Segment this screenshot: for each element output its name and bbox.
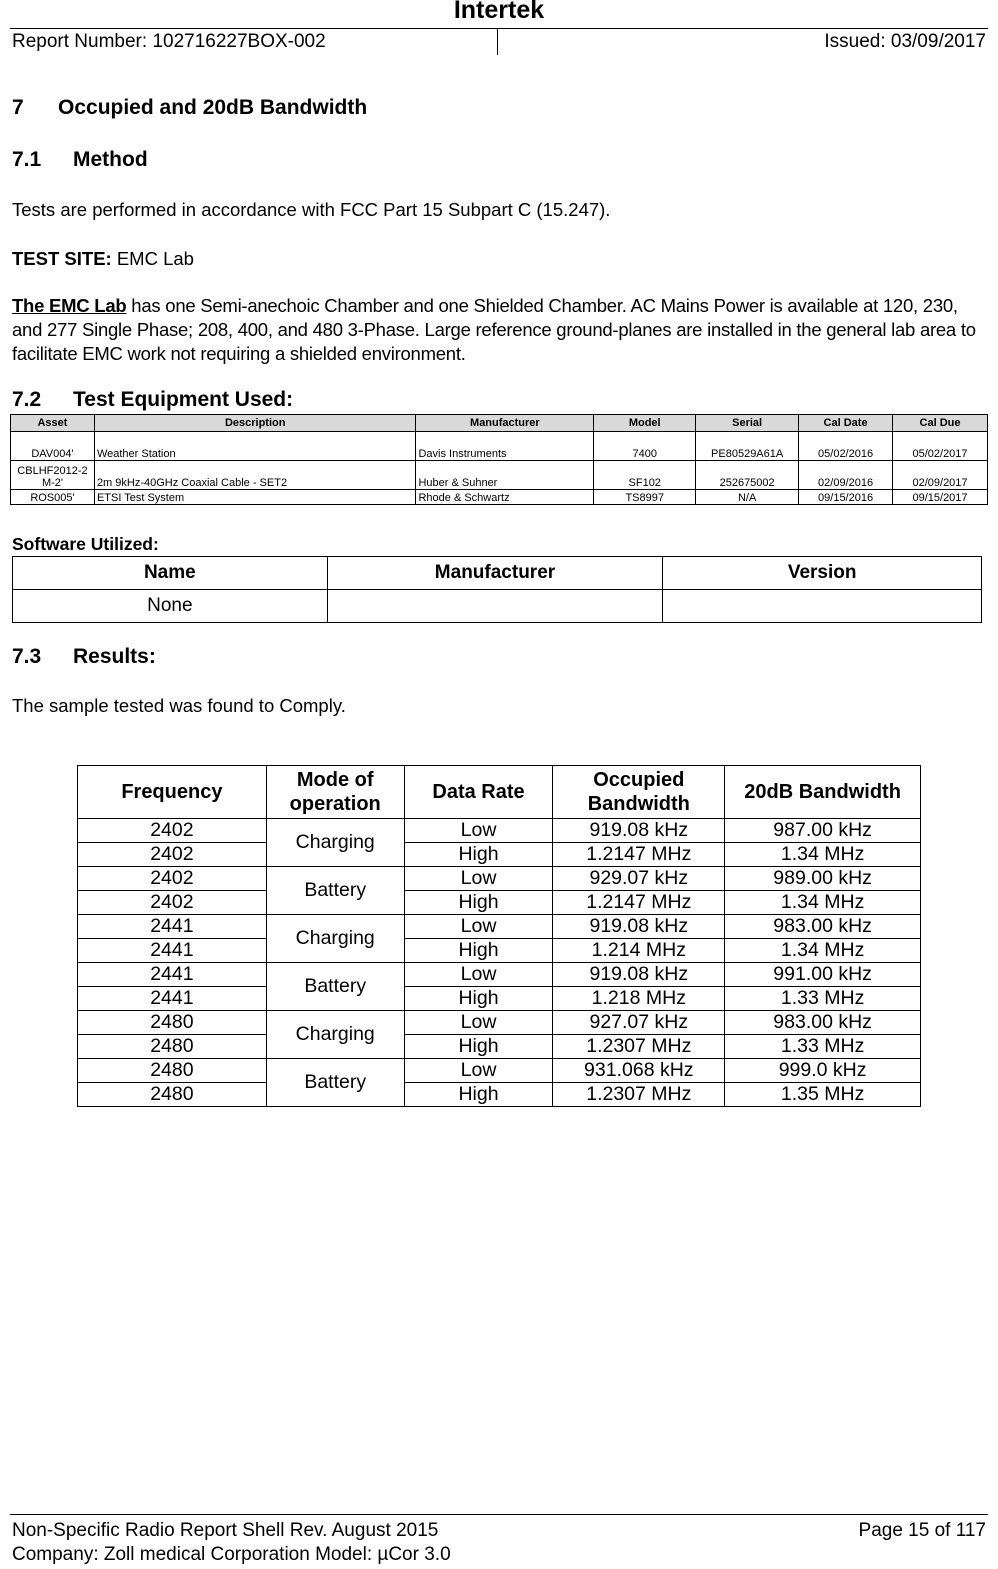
table-row — [78, 891, 921, 915]
software-header-row — [13, 557, 982, 590]
table-row — [13, 590, 982, 623]
col-manufacturer: Manufacturer — [416, 415, 594, 432]
bandwidth-20db-cell: 987.00 kHz — [725, 819, 921, 843]
table-row — [78, 987, 921, 1011]
occupied-bandwidth-cell: 931.068 kHz — [553, 1059, 725, 1083]
method-number: 7.1 — [12, 148, 42, 171]
bandwidth-20db-cell: 1.35 MHz — [725, 1083, 921, 1107]
col-frequency: Frequency — [78, 766, 267, 819]
serial-cell: N/A — [696, 490, 799, 505]
method-title: Method — [73, 148, 148, 171]
mode-cell: Battery — [266, 867, 404, 915]
data-rate-cell: Low — [404, 819, 553, 843]
equipment-heading — [12, 388, 293, 412]
occupied-bandwidth-cell: 1.2147 MHz — [553, 891, 725, 915]
lab-text: has one Semi-anechoic Chamber and one Shielded Chamber. AC Mains Power is available at 120, 230, and 277 Single Phase; 208, 400, and 480 3-Phase. Large reference ground-planes are installed in the general lab area to facilitate EMC work not requiring a shielded environment. — [12, 295, 976, 364]
col-model: Model — [594, 415, 696, 432]
table-row — [78, 1035, 921, 1059]
software-manufacturer-cell — [327, 590, 663, 623]
asset-cell: DAV004' — [11, 432, 95, 461]
footer-company: Company: Zoll medical Corporation Model: µCor 3.0 — [12, 1544, 451, 1565]
bandwidth-20db-cell: 1.34 MHz — [725, 891, 921, 915]
mode-cell: Charging — [266, 819, 404, 867]
equipment-number: 7.2 — [12, 388, 42, 411]
table-row — [78, 867, 921, 891]
frequency-cell: 2480 — [78, 1083, 267, 1107]
cal-due-cell: 05/02/2017 — [893, 432, 988, 461]
col-description: Description — [94, 415, 416, 432]
model-cell: SF102 — [594, 461, 696, 490]
bandwidth-20db-cell: 1.33 MHz — [725, 1035, 921, 1059]
data-rate-cell: Low — [404, 963, 553, 987]
table-row — [78, 1011, 921, 1035]
equipment-title: Test Equipment Used: — [73, 388, 294, 411]
cal-date-cell: 09/15/2016 — [799, 490, 893, 505]
software-version-cell — [663, 590, 982, 623]
data-rate-cell: Low — [404, 1011, 553, 1035]
serial-cell: 252675002 — [696, 461, 799, 490]
header-divider — [10, 28, 988, 29]
occupied-bandwidth-cell: 929.07 kHz — [553, 867, 725, 891]
cal-date-cell: 05/02/2016 — [799, 432, 893, 461]
data-rate-cell: High — [404, 1083, 553, 1107]
frequency-cell: 2480 — [78, 1059, 267, 1083]
issued-date: Issued: 03/09/2017 — [824, 31, 986, 52]
manufacturer-cell: Huber & Suhner — [416, 461, 594, 490]
col-occupied-bandwidth: Occupied Bandwidth — [553, 766, 725, 819]
table-row — [78, 963, 921, 987]
header-separator — [497, 28, 498, 55]
results-text: The sample tested was found to Comply. — [12, 695, 346, 716]
test-site-label: TEST SITE: — [12, 248, 112, 269]
software-name-cell: None — [13, 590, 328, 623]
test-site-value: EMC Lab — [111, 248, 194, 269]
description-cell: 2m 9kHz-40GHz Coaxial Cable - SET2 — [94, 461, 416, 490]
software-table — [12, 556, 982, 623]
equipment-header-row — [11, 415, 988, 432]
lab-description — [12, 294, 988, 366]
table-row — [11, 461, 988, 490]
description-cell: ETSI Test System — [94, 490, 416, 505]
mode-cell: Battery — [266, 963, 404, 1011]
mode-cell: Battery — [266, 1059, 404, 1107]
lab-name: The EMC Lab — [12, 295, 127, 316]
data-rate-cell: Low — [404, 867, 553, 891]
data-rate-cell: High — [404, 939, 553, 963]
data-rate-cell: Low — [404, 1059, 553, 1083]
bandwidth-20db-cell: 983.00 kHz — [725, 1011, 921, 1035]
bandwidth-20db-cell: 991.00 kHz — [725, 963, 921, 987]
occupied-bandwidth-cell: 919.08 kHz — [553, 963, 725, 987]
col-20db-bandwidth: 20dB Bandwidth — [725, 766, 921, 819]
bandwidth-20db-cell: 1.34 MHz — [725, 939, 921, 963]
data-rate-cell: High — [404, 987, 553, 1011]
table-row — [78, 843, 921, 867]
model-cell: 7400 — [594, 432, 696, 461]
method-text: Tests are performed in accordance with FCC Part 15 Subpart C (15.247). — [12, 199, 611, 220]
cal-due-cell: 02/09/2017 — [893, 461, 988, 490]
table-row — [78, 1083, 921, 1107]
method-heading — [12, 148, 148, 172]
results-table — [77, 765, 921, 1107]
mode-cell: Charging — [266, 915, 404, 963]
model-cell: TS8997 — [594, 490, 696, 505]
occupied-bandwidth-cell: 919.08 kHz — [553, 915, 725, 939]
occupied-bandwidth-cell: 919.08 kHz — [553, 819, 725, 843]
footer-shell: Non-Specific Radio Report Shell Rev. August 2015 — [12, 1520, 439, 1541]
table-row — [78, 819, 921, 843]
bandwidth-20db-cell: 999.0 kHz — [725, 1059, 921, 1083]
col-data-rate: Data Rate — [404, 766, 553, 819]
frequency-cell: 2402 — [78, 867, 267, 891]
frequency-cell: 2402 — [78, 843, 267, 867]
occupied-bandwidth-cell: 927.07 kHz — [553, 1011, 725, 1035]
col-cal-date: Cal Date — [799, 415, 893, 432]
test-site — [12, 247, 194, 271]
bandwidth-20db-cell: 983.00 kHz — [725, 915, 921, 939]
serial-cell: PE80529A61A — [696, 432, 799, 461]
results-header-row — [78, 766, 921, 819]
section-number: 7 — [12, 96, 24, 119]
frequency-cell: 2441 — [78, 987, 267, 1011]
table-row — [11, 432, 988, 461]
col-cal-due: Cal Due — [893, 415, 988, 432]
occupied-bandwidth-cell: 1.2307 MHz — [553, 1083, 725, 1107]
results-heading — [12, 645, 156, 669]
col-asset: Asset — [11, 415, 95, 432]
bandwidth-20db-cell: 989.00 kHz — [725, 867, 921, 891]
company-title: Intertek — [453, 0, 545, 24]
frequency-cell: 2480 — [78, 1011, 267, 1035]
frequency-cell: 2441 — [78, 915, 267, 939]
col-name: Name — [13, 557, 328, 590]
frequency-cell: 2441 — [78, 963, 267, 987]
col-mode: Mode of operation — [266, 766, 404, 819]
report-number: Report Number: 102716227BOX-002 — [12, 31, 326, 52]
section-heading — [12, 96, 367, 120]
table-row — [11, 490, 988, 505]
data-rate-cell: High — [404, 891, 553, 915]
frequency-cell: 2441 — [78, 939, 267, 963]
mode-cell: Charging — [266, 1011, 404, 1059]
col-sw-manufacturer: Manufacturer — [327, 557, 663, 590]
occupied-bandwidth-cell: 1.2147 MHz — [553, 843, 725, 867]
col-version: Version — [663, 557, 982, 590]
cal-date-cell: 02/09/2016 — [799, 461, 893, 490]
bandwidth-20db-cell: 1.34 MHz — [725, 843, 921, 867]
software-title: Software Utilized: — [12, 534, 159, 554]
footer-divider — [10, 1514, 988, 1515]
results-number: 7.3 — [12, 645, 42, 668]
occupied-bandwidth-cell: 1.2307 MHz — [553, 1035, 725, 1059]
description-cell: Weather Station — [94, 432, 416, 461]
data-rate-cell: High — [404, 843, 553, 867]
frequency-cell: 2480 — [78, 1035, 267, 1059]
table-row — [78, 915, 921, 939]
frequency-cell: 2402 — [78, 891, 267, 915]
frequency-cell: 2402 — [78, 819, 267, 843]
table-row — [78, 1059, 921, 1083]
page-number: Page 15 of 117 — [858, 1520, 986, 1541]
data-rate-cell: High — [404, 1035, 553, 1059]
asset-cell: ROS005' — [11, 490, 95, 505]
manufacturer-cell: Davis Instruments — [416, 432, 594, 461]
bandwidth-20db-cell: 1.33 MHz — [725, 987, 921, 1011]
occupied-bandwidth-cell: 1.214 MHz — [553, 939, 725, 963]
col-serial: Serial — [696, 415, 799, 432]
data-rate-cell: Low — [404, 915, 553, 939]
table-row — [78, 939, 921, 963]
manufacturer-cell: Rhode & Schwartz — [416, 490, 594, 505]
asset-cell: CBLHF2012-2M-2' — [11, 461, 95, 490]
occupied-bandwidth-cell: 1.218 MHz — [553, 987, 725, 1011]
cal-due-cell: 09/15/2017 — [893, 490, 988, 505]
equipment-table — [10, 414, 988, 505]
section-title: Occupied and 20dB Bandwidth — [58, 96, 368, 119]
results-title: Results: — [73, 645, 156, 668]
